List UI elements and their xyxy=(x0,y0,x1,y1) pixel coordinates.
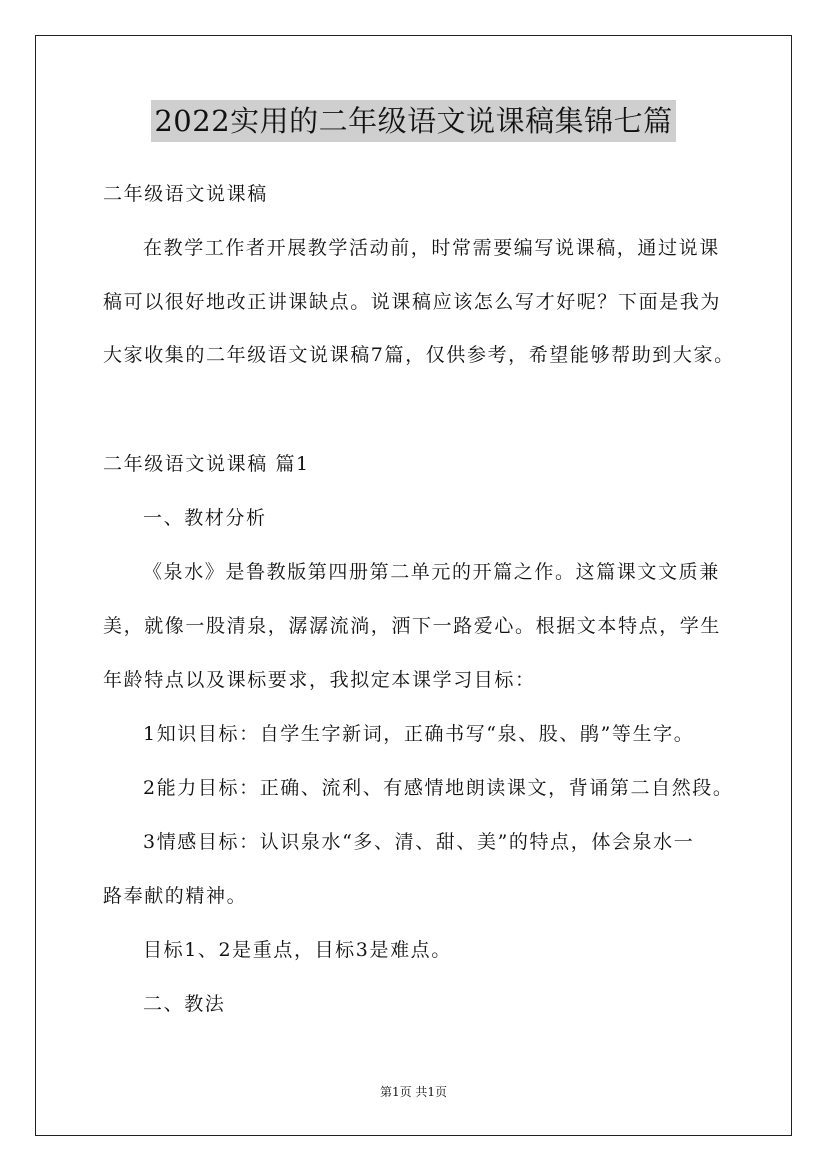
list-item: 1知识目标：自学生字新词，正确书写“泉、股、鹃”等生字。 xyxy=(143,723,695,745)
paragraph-line: 美，就像一股清泉，潺潺流淌，洒下一路爱心。根据文本特点，学生 xyxy=(103,615,722,637)
paragraph-line: 大家收集的二年级语文说课稿7篇，仅供参考，希望能够帮助到大家。 xyxy=(103,344,735,366)
paragraph-line: 在教学工作者开展教学活动前，时常需要编写说课稿，通过说课 xyxy=(143,237,720,259)
list-item: 3情感目标：认识泉水“多、清、甜、美”的特点，体会泉水一 xyxy=(143,831,695,853)
paragraph-line: 年龄特点以及课标要求，我拟定本课学习目标： xyxy=(103,669,536,691)
paragraph-line: 稿可以很好地改正讲课缺点。说课稿应该怎么写才好呢？下面是我为 xyxy=(103,291,722,313)
section-heading: 二年级语文说课稿 xyxy=(103,183,268,205)
document-title: 2022实用的二年级语文说课稿集锦七篇 xyxy=(151,100,675,142)
paragraph-line: 《泉水》是鲁教版第四册第二单元的开篇之作。这篇课文文质兼 xyxy=(143,561,720,583)
paragraph-line: 路奉献的精神。 xyxy=(103,885,248,907)
paragraph-line: 目标1、2是重点，目标3是难点。 xyxy=(143,939,452,961)
page-footer: 第1页 共1页 xyxy=(379,1085,448,1099)
subheading: 一、教材分析 xyxy=(143,507,267,529)
subheading: 二、教法 xyxy=(143,993,226,1015)
section-heading: 二年级语文说课稿 篇1 xyxy=(103,453,310,475)
list-item: 2能力目标：正确、流利、有感情地朗读课文，背诵第二自然段。 xyxy=(143,777,734,799)
title-container xyxy=(0,100,827,142)
